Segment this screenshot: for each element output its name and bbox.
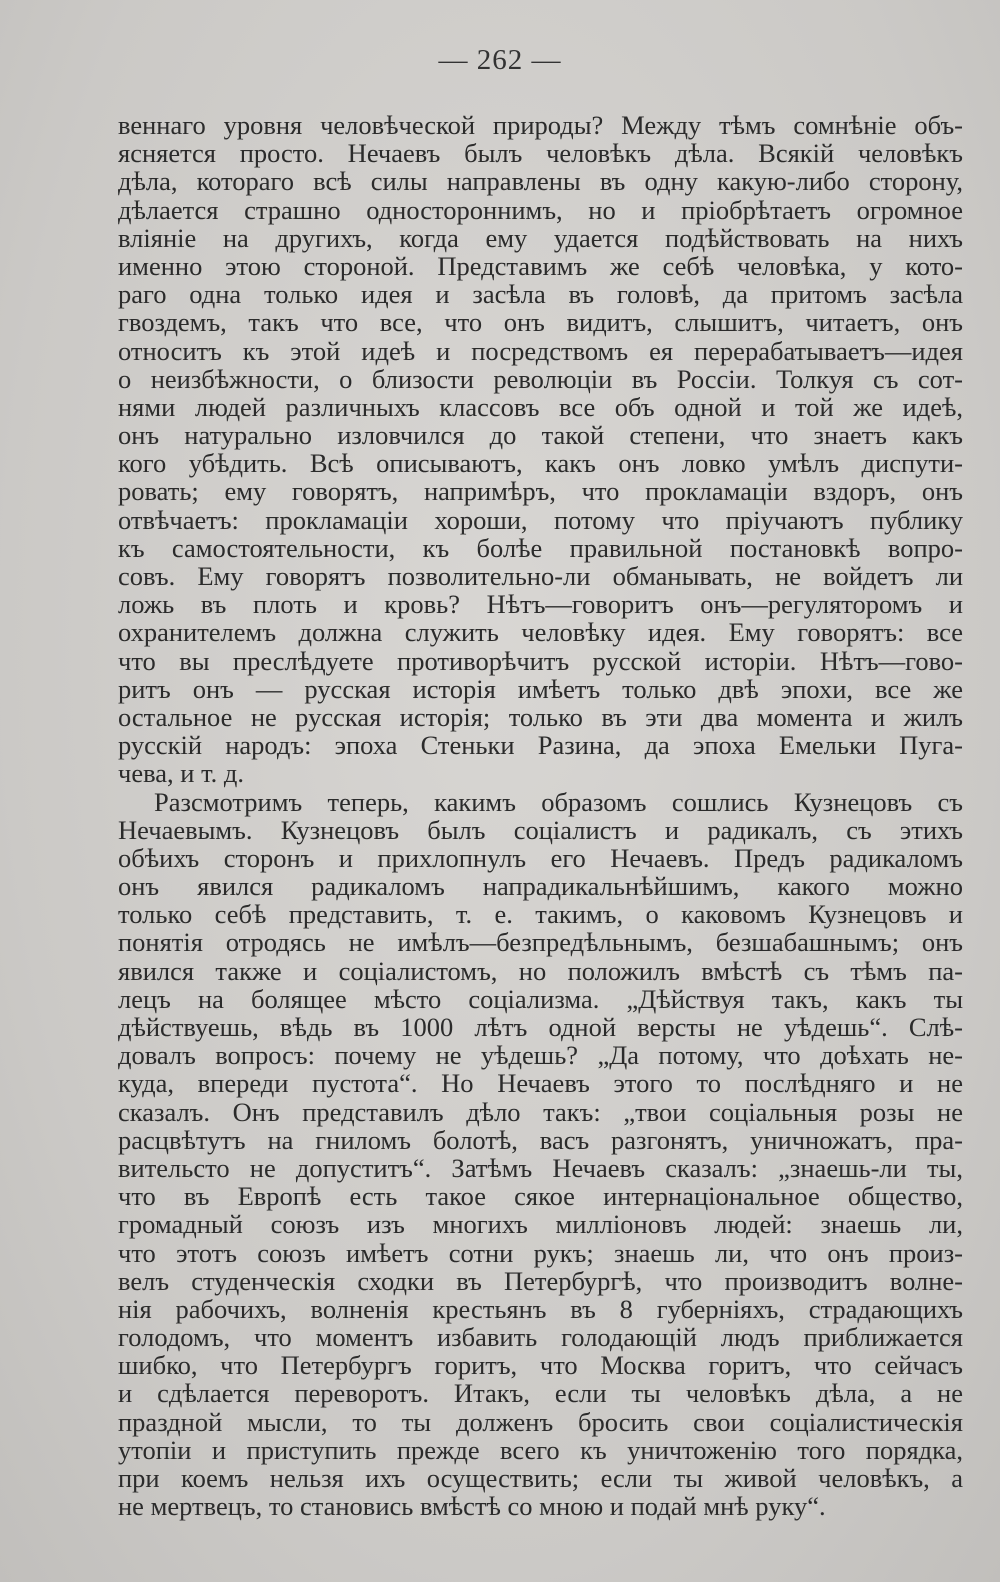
text-line: отвѣчаетъ: прокламаціи хороши, потому что пріучаютъ публику [118,504,963,535]
text-line: дѣла, котораго всѣ силы направлены въ одну какую-либо сторону, [118,166,963,197]
text-line: шибко, что Петербургъ горитъ, что Москва горитъ, что сейчасъ [118,1350,963,1381]
text-line: ложь въ плоть и кровь? Нѣтъ—говоритъ онъ—регуляторомъ и [118,589,963,620]
text-line: раго одна только идея и засѣла въ головѣ, да притомъ засѣла [118,279,963,310]
text-line: при коемъ нельзя ихъ осуществить; если ты живой человѣкъ, а [118,1463,963,1493]
text-line: нями людей различныхъ классовъ все объ одной и той же идеѣ, [118,391,963,422]
text-line: праздной мысли, то ты долженъ бросить свои соціалистическія [118,1406,963,1437]
text-line: относитъ къ этой идеѣ и посредствомъ ея перерабатываетъ—идея [118,335,963,366]
text-line: что въ Европѣ есть такое сякое интернаціональное общество, [118,1181,963,1212]
text-line: онъ натурально изловчился до такой степени, что знаетъ какъ [118,420,963,451]
text-line: Разсмотримъ теперь, какимъ образомъ сошлись Кузнецовъ съ [154,786,963,817]
text-line: голодомъ, что моментъ избавить голодающій людъ приближается [118,1322,963,1353]
text-line: нія рабочихъ, волненія крестьянъ въ 8 губерніяхъ, страдающихъ [118,1293,963,1324]
body-text [118,111,963,1520]
text-line: куда, впереди пустота“. Но Нечаевъ этого то послѣдняго и не [118,1068,963,1099]
page-number: — 262 — [438,44,562,76]
text-line: громадный союзъ изъ многихъ милліоновъ людей: знаешь ли, [118,1209,963,1240]
text-line: велъ студенческія сходки въ Петербургѣ, что производитъ волне- [118,1265,963,1296]
text-line: дѣлается страшно одностороннимъ, но и пріобрѣтаетъ огромное [118,194,963,225]
text-line: гвоздемъ, такъ что все, что онъ видитъ, слышитъ, читаетъ, онъ [118,307,963,338]
text-line: русскій народъ: эпоха Стеньки Разина, да эпоха Емельки Пуга- [118,730,963,761]
text-line: онъ явился радикаломъ напрадикальнѣйшимъ, какого можно [118,871,963,902]
text-line: Нечаевымъ. Кузнецовъ былъ соціалистъ и радикалъ, съ этихъ [118,814,963,845]
text-line: лецъ на болящее мѣсто соціализма. „Дѣйствуя такъ, какъ ты [118,983,963,1014]
text-line: чева, и т. д. [118,758,245,789]
text-line: не мертвецъ, то становись вмѣстѣ со мною и подай мнѣ руку“. [118,1491,826,1522]
text-line: довалъ вопросъ: почему не уѣдешь? „Да потому, что доѣхать не- [118,1040,963,1071]
text-line: о неизбѣжности, о близости революціи въ Россіи. Толкуя съ сот- [118,363,963,394]
text-line: явился также и соціалистомъ, но положилъ вмѣстѣ съ тѣмъ па- [118,955,963,986]
text-line: и сдѣлается переворотъ. Итакъ, если ты человѣкъ дѣла, а не [118,1378,963,1409]
text-line: къ самостоятельности, къ болѣе правильной постановкѣ вопро- [118,532,963,563]
text-line: вительсто не допуститъ“. Затѣмъ Нечаевъ сказалъ: „знаешь-ли ты, [118,1152,963,1183]
text-line: кого убѣдить. Всѣ описываютъ, какъ онъ ловко умѣлъ диспути- [118,448,963,479]
text-line: ровать; ему говорятъ, напримѣръ, что прокламаціи вздоръ, онъ [118,476,963,507]
text-line: только себѣ представить, т. е. такимъ, о каковомъ Кузнецовъ и [118,899,963,930]
text-line: ясняется просто. Нечаевъ былъ человѣкъ дѣла. Всякій человѣкъ [118,138,963,169]
text-line: охранителемъ должна служить человѣку идея. Ему говорятъ: все [118,617,963,648]
text-line: обѣихъ сторонъ и прихлопнулъ его Нечаевъ. Предъ радикаломъ [118,842,963,873]
text-line: совъ. Ему говорятъ позволительно-ли обманывать, не войдетъ ли [118,561,963,591]
text-line: именно этою стороной. Представимъ же себѣ человѣка, у кото- [118,250,963,281]
text-line: расцвѣтутъ на гниломъ болотѣ, васъ разгонятъ, уничножатъ, пра- [118,1124,963,1155]
paragraph-1 [118,111,963,788]
text-line: что этотъ союзъ имѣетъ сотни рукъ; знаешь ли, что онъ произ- [118,1237,963,1268]
text-line: веннаго уровня человѣческой природы? Между тѣмъ сомнѣніе объ- [118,110,963,140]
paragraph-2 [118,788,963,1521]
text-line: дѣйствуешь, вѣдь въ 1000 лѣтъ одной версты не уѣдешь“. Слѣ- [118,1012,963,1042]
text-line: сказалъ. Онъ представилъ дѣло такъ: „твои соціальныя розы не [118,1096,963,1127]
text-line: вліяніе на другихъ, когда ему удается подѣйствовать на нихъ [118,222,963,253]
text-line: остальное не русская исторія; только въ эти два момента и жилъ [118,701,963,732]
text-line: утопіи и приступить прежде всего къ уничтоженію того порядка, [118,1434,963,1465]
text-line: понятія отродясь не имѣлъ—безпредѣльнымъ, безшабашнымъ; онъ [118,927,963,958]
text-line: ритъ онъ — русская исторія имѣетъ только двѣ эпохи, все же [118,673,963,704]
text-line: что вы преслѣдуете противорѣчитъ русской исторіи. Нѣтъ—гово- [118,645,963,676]
